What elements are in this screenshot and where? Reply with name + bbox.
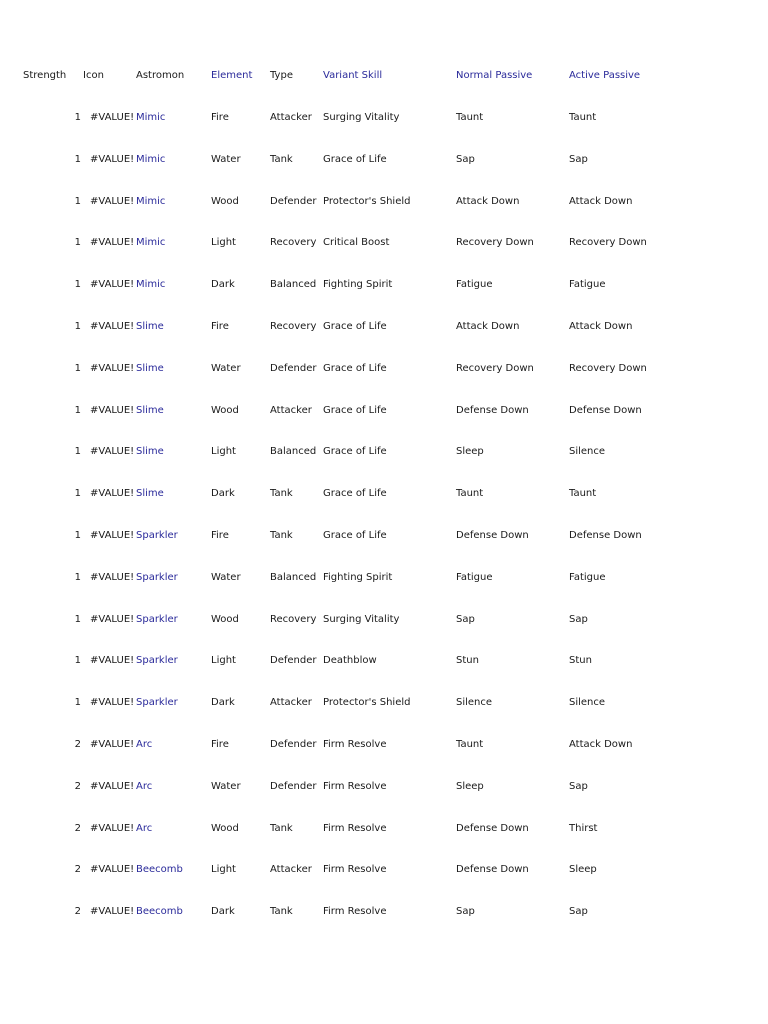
icon-cell: #VALUE!: [90, 614, 135, 625]
icon-cell: #VALUE!: [90, 363, 135, 374]
strength-cell: 1: [74, 321, 81, 332]
element-cell: Dark: [211, 279, 235, 290]
type-cell: Defender: [270, 363, 317, 374]
table-row: [0, 111, 768, 125]
table-row: [0, 487, 768, 501]
table-row: [0, 863, 768, 877]
normal-passive-cell: Defense Down: [456, 823, 529, 834]
type-cell: Defender: [270, 655, 317, 666]
table-row: [0, 236, 768, 250]
icon-cell: #VALUE!: [90, 321, 135, 332]
variant-skill-cell: Firm Resolve: [323, 781, 387, 792]
normal-passive-cell: Sap: [456, 614, 475, 625]
active-passive-cell: Thirst: [569, 823, 598, 834]
header-normal-passive[interactable]: Normal Passive: [456, 70, 533, 81]
icon-cell: #VALUE!: [90, 237, 135, 248]
type-cell: Attacker: [270, 864, 312, 875]
type-cell: Attacker: [270, 697, 312, 708]
element-cell: Fire: [211, 321, 229, 332]
variant-skill-cell: Firm Resolve: [323, 864, 387, 875]
table-row: [0, 905, 768, 919]
table-row: [0, 195, 768, 209]
normal-passive-cell: Attack Down: [456, 321, 520, 332]
active-passive-cell: Stun: [569, 655, 592, 666]
type-cell: Balanced: [270, 279, 317, 290]
element-cell: Fire: [211, 530, 229, 541]
type-cell: Tank: [270, 530, 293, 541]
element-cell: Light: [211, 655, 236, 666]
header-strength: Strength: [23, 70, 67, 81]
type-cell: Tank: [270, 488, 293, 499]
astromon-link[interactable]: Slime: [136, 446, 164, 457]
active-passive-cell: Recovery Down: [569, 237, 647, 248]
icon-cell: #VALUE!: [90, 488, 135, 499]
table-row: [0, 822, 768, 836]
normal-passive-cell: Sleep: [456, 446, 484, 457]
header-variant-skill[interactable]: Variant Skill: [323, 70, 383, 81]
icon-cell: #VALUE!: [90, 154, 135, 165]
type-cell: Tank: [270, 906, 293, 917]
strength-cell: 2: [74, 864, 81, 875]
element-cell: Fire: [211, 112, 229, 123]
type-cell: Recovery: [270, 321, 317, 332]
strength-cell: 1: [74, 614, 81, 625]
active-passive-cell: Attack Down: [569, 739, 633, 750]
strength-cell: 2: [74, 781, 81, 792]
normal-passive-cell: Taunt: [456, 112, 484, 123]
active-passive-cell: Recovery Down: [569, 363, 647, 374]
active-passive-cell: Sap: [569, 614, 588, 625]
element-cell: Water: [211, 154, 241, 165]
strength-cell: 1: [74, 697, 81, 708]
strength-cell: 1: [74, 154, 81, 165]
normal-passive-cell: Defense Down: [456, 530, 529, 541]
normal-passive-cell: Fatigue: [456, 279, 493, 290]
astromon-link[interactable]: Mimic: [136, 279, 166, 290]
icon-cell: #VALUE!: [90, 196, 135, 207]
normal-passive-cell: Taunt: [456, 739, 484, 750]
active-passive-cell: Sap: [569, 154, 588, 165]
icon-cell: #VALUE!: [90, 697, 135, 708]
table-row: [0, 362, 768, 376]
table-row: [0, 738, 768, 752]
variant-skill-cell: Firm Resolve: [323, 823, 387, 834]
type-cell: Recovery: [270, 614, 317, 625]
table-row: [0, 404, 768, 418]
strength-cell: 1: [74, 237, 81, 248]
strength-cell: 1: [74, 446, 81, 457]
active-passive-cell: Silence: [569, 697, 606, 708]
active-passive-cell: Taunt: [569, 488, 597, 499]
element-cell: Water: [211, 572, 241, 583]
icon-cell: #VALUE!: [90, 446, 135, 457]
icon-cell: #VALUE!: [90, 823, 135, 834]
astromon-link[interactable]: Sparkler: [136, 655, 178, 666]
astromon-link[interactable]: Arc: [136, 739, 153, 750]
header-row: [0, 69, 768, 83]
astromon-link[interactable]: Mimic: [136, 196, 166, 207]
strength-cell: 1: [74, 196, 81, 207]
icon-cell: #VALUE!: [90, 906, 135, 917]
astromon-link[interactable]: Sparkler: [136, 572, 178, 583]
astromon-link[interactable]: Arc: [136, 781, 153, 792]
element-cell: Light: [211, 237, 236, 248]
active-passive-cell: Fatigue: [569, 572, 606, 583]
variant-skill-cell: Grace of Life: [323, 530, 387, 541]
variant-skill-cell: Surging Vitality: [323, 112, 400, 123]
astromon-link[interactable]: Arc: [136, 823, 153, 834]
table-row: [0, 654, 768, 668]
variant-skill-cell: Grace of Life: [323, 405, 387, 416]
type-cell: Defender: [270, 781, 317, 792]
astromon-link[interactable]: Sparkler: [136, 697, 178, 708]
icon-cell: #VALUE!: [90, 864, 135, 875]
astromon-link[interactable]: Slime: [136, 363, 164, 374]
variant-skill-cell: Firm Resolve: [323, 739, 387, 750]
normal-passive-cell: Sleep: [456, 781, 484, 792]
icon-cell: #VALUE!: [90, 739, 135, 750]
active-passive-cell: Fatigue: [569, 279, 606, 290]
table-row: [0, 320, 768, 334]
table-row: [0, 153, 768, 167]
active-passive-cell: Silence: [569, 446, 606, 457]
strength-cell: 1: [74, 112, 81, 123]
table-row: [0, 278, 768, 292]
icon-cell: #VALUE!: [90, 781, 135, 792]
element-cell: Dark: [211, 488, 235, 499]
header-icon: Icon: [83, 70, 104, 81]
normal-passive-cell: Defense Down: [456, 405, 529, 416]
type-cell: Defender: [270, 739, 317, 750]
type-cell: Defender: [270, 196, 317, 207]
active-passive-cell: Sap: [569, 781, 588, 792]
table-row: [0, 780, 768, 794]
active-passive-cell: Defense Down: [569, 530, 642, 541]
element-cell: Light: [211, 864, 236, 875]
astromon-link[interactable]: Beecomb: [136, 864, 183, 875]
strength-cell: 2: [74, 906, 81, 917]
type-cell: Balanced: [270, 446, 317, 457]
active-passive-cell: Sleep: [569, 864, 597, 875]
astromon-link[interactable]: Mimic: [136, 237, 166, 248]
type-cell: Attacker: [270, 405, 312, 416]
element-cell: Wood: [211, 614, 239, 625]
astromon-link[interactable]: Sparkler: [136, 614, 178, 625]
astromon-link[interactable]: Slime: [136, 321, 164, 332]
variant-skill-cell: Grace of Life: [323, 446, 387, 457]
icon-cell: #VALUE!: [90, 655, 135, 666]
element-cell: Dark: [211, 906, 235, 917]
strength-cell: 1: [74, 572, 81, 583]
type-cell: Tank: [270, 154, 293, 165]
type-cell: Recovery: [270, 237, 317, 248]
variant-skill-cell: Surging Vitality: [323, 614, 400, 625]
strength-cell: 1: [74, 279, 81, 290]
strength-cell: 1: [74, 363, 81, 374]
astromon-link[interactable]: Mimic: [136, 112, 166, 123]
icon-cell: #VALUE!: [90, 112, 135, 123]
header-type: Type: [270, 70, 293, 81]
element-cell: Wood: [211, 196, 239, 207]
type-cell: Tank: [270, 823, 293, 834]
normal-passive-cell: Taunt: [456, 488, 484, 499]
variant-skill-cell: Fighting Spirit: [323, 572, 393, 583]
element-cell: Fire: [211, 739, 229, 750]
astromon-link[interactable]: Sparkler: [136, 530, 178, 541]
variant-skill-cell: Deathblow: [323, 655, 377, 666]
strength-cell: 2: [74, 823, 81, 834]
astromon-link[interactable]: Slime: [136, 488, 164, 499]
strength-cell: 1: [74, 405, 81, 416]
variant-skill-cell: Grace of Life: [323, 363, 387, 374]
variant-skill-cell: Grace of Life: [323, 488, 387, 499]
element-cell: Water: [211, 363, 241, 374]
active-passive-cell: Attack Down: [569, 321, 633, 332]
strength-cell: 1: [74, 530, 81, 541]
variant-skill-cell: Protector's Shield: [323, 196, 411, 207]
strength-cell: 2: [74, 739, 81, 750]
variant-skill-cell: Grace of Life: [323, 321, 387, 332]
variant-skill-cell: Protector's Shield: [323, 697, 411, 708]
variant-skill-cell: Fighting Spirit: [323, 279, 393, 290]
icon-cell: #VALUE!: [90, 279, 135, 290]
icon-cell: #VALUE!: [90, 572, 135, 583]
element-cell: Water: [211, 781, 241, 792]
element-cell: Wood: [211, 823, 239, 834]
element-cell: Light: [211, 446, 236, 457]
element-cell: Dark: [211, 697, 235, 708]
normal-passive-cell: Defense Down: [456, 864, 529, 875]
active-passive-cell: Taunt: [569, 112, 597, 123]
icon-cell: #VALUE!: [90, 530, 135, 541]
normal-passive-cell: Sap: [456, 154, 475, 165]
active-passive-cell: Sap: [569, 906, 588, 917]
type-cell: Balanced: [270, 572, 317, 583]
icon-cell: #VALUE!: [90, 405, 135, 416]
variant-skill-cell: Firm Resolve: [323, 906, 387, 917]
astromon-link[interactable]: Beecomb: [136, 906, 183, 917]
active-passive-cell: Attack Down: [569, 196, 633, 207]
type-cell: Attacker: [270, 112, 312, 123]
table-row: [0, 445, 768, 459]
normal-passive-cell: Attack Down: [456, 196, 520, 207]
variant-skill-cell: Grace of Life: [323, 154, 387, 165]
table-row: [0, 529, 768, 543]
strength-cell: 1: [74, 655, 81, 666]
normal-passive-cell: Stun: [456, 655, 479, 666]
active-passive-cell: Defense Down: [569, 405, 642, 416]
header-astromon: Astromon: [136, 70, 185, 81]
header-active-passive[interactable]: Active Passive: [569, 70, 641, 81]
variant-skill-cell: Critical Boost: [323, 237, 390, 248]
normal-passive-cell: Recovery Down: [456, 237, 534, 248]
element-cell: Wood: [211, 405, 239, 416]
normal-passive-cell: Silence: [456, 697, 493, 708]
strength-cell: 1: [74, 488, 81, 499]
normal-passive-cell: Fatigue: [456, 572, 493, 583]
table-row: [0, 696, 768, 710]
normal-passive-cell: Sap: [456, 906, 475, 917]
header-element[interactable]: Element: [211, 70, 253, 81]
table-row: [0, 571, 768, 585]
astromon-link[interactable]: Mimic: [136, 154, 166, 165]
astromon-link[interactable]: Slime: [136, 405, 164, 416]
table-row: [0, 613, 768, 627]
normal-passive-cell: Recovery Down: [456, 363, 534, 374]
